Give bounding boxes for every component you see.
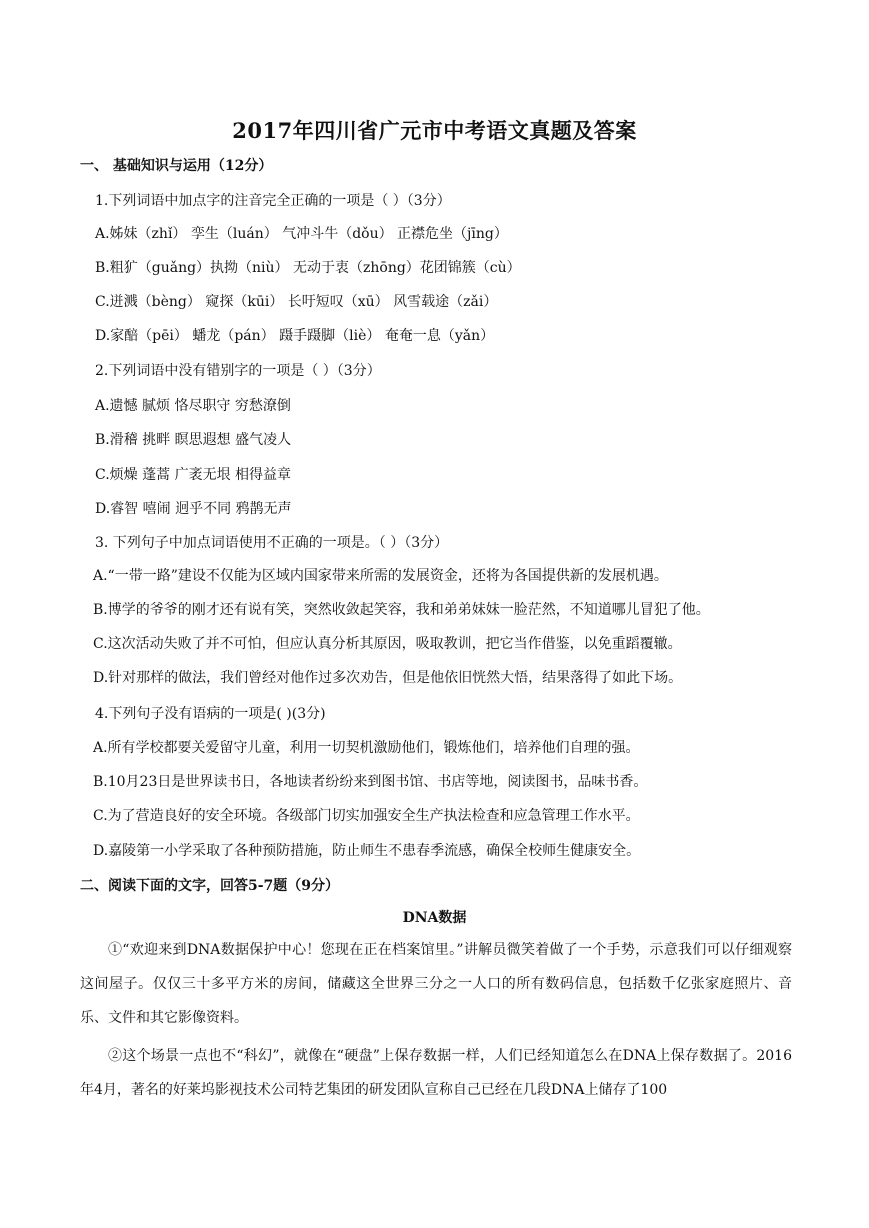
question-1-stem: 1.下列词语中加点字的注音完全正确的一项是（ ）（3分） [95,193,451,209]
question-1-option-d: D.家醅（pēi） 蟠龙（pán） 蹑手蹑脚（liè） 奄奄一息（yǎn） [95,328,495,344]
section-heading-1: 一、 基础知识与运用（12分） [80,158,273,174]
question-1-option-a: A.姊妹（zhǐ） 孪生（luán） 气冲斗牛（dǒu） 正襟危坐（jīng） [95,226,508,242]
question-2-option-b: B.滑稽 挑畔 瞑思遐想 盛气凌人 [95,432,292,448]
question-1-option-c: C.迸溅（bèng） 窥探（kūi） 长吁短叹（xū） 风雪载途（zǎi） [95,294,498,310]
question-4-option-c: C.为了营造良好的安全环境。各级部门切实加强安全生产执法检查和应急管理工作水平。 [93,808,640,824]
article-paragraph-1: ①“欢迎来到DNA数据保护中心！您现在正在档案馆里。”讲解员微笑着做了一个手势，示意我们可以仔细观察这间屋子。仅仅三十多平方米的房间，储藏这全世界三分之一人口的所有数码信息，包括数千亿张家庭照片、音乐、文件和其它影像资料。 [80,942,792,1026]
article-title: DNA数据 [402,910,467,926]
question-4-option-d: D.嘉陵第一小学采取了各种预防措施，防止师生不患春季流感，确保全校师生健康安全。 [93,843,641,859]
question-4-stem: 4.下列句子没有语病的一项是( )(3分) [95,706,326,722]
question-3-option-a: A.“一带一路”建设不仅能为区域内国家带来所需的发展资金，还将为各国提供新的发展机遇。 [93,568,668,584]
question-3-stem: 3. 下列句子中加点词语使用不正确的一项是。（ ）（3分） [95,535,449,551]
document-title: 2017年四川省广元市中考语文真题及答案 [232,118,637,143]
question-3-option-c: C.这次活动失败了并不可怕，但应认真分析其原因，吸取教训，把它当作借鉴，以免重蹈覆辙。 [93,636,682,652]
question-2-option-d: D.睿智 嘻闹 迥乎不同 鸦鹊无声 [95,501,292,517]
section-heading-2: 二、阅读下面的文字，回答5-7题（9分） [80,878,340,894]
question-3-option-b: B.博学的爷爷的刚才还有说有笑，突然收敛起笑容，我和弟弟妹妹一脸茫然，不知道哪儿冒犯了他。 [93,602,710,618]
question-4-option-b: B.10月23日是世界读书日，各地读者纷纷来到图书馆、书店等地，阅读图书，品味书香。 [93,774,648,790]
question-2-option-c: C.烦燥 蓬蒿 广袤无垠 相得益章 [95,467,292,483]
question-4-option-a: A.所有学校都要关爱留守儿童，利用一切契机激励他们，锻炼他们，培养他们自理的强。 [93,740,640,756]
question-2-stem: 2.下列词语中没有错别字的一项是（ ）（3分） [95,363,381,379]
question-1-option-b: B.粗犷（guǎng）执拗（niù） 无动于衷（zhōng）花团锦簇（cù） [95,260,521,276]
article-paragraph-2: ②这个场景一点也不“科幻”，就像在“硬盘”上保存数据一样，人们已经知道怎么在DNA上保存数据了。2016年4月，著名的好莱坞影视技术公司特艺集团的研发团队宣称自己已经在几段DNA上储存了100 [80,1048,792,1098]
question-3-option-d: D.针对那样的做法，我们曾经对他作过多次劝告，但是他依旧恍然大悟，结果落得了如此下场。 [93,670,683,686]
question-2-option-a: A.遗憾 腻烦 恪尽职守 穷愁潦倒 [95,398,291,414]
